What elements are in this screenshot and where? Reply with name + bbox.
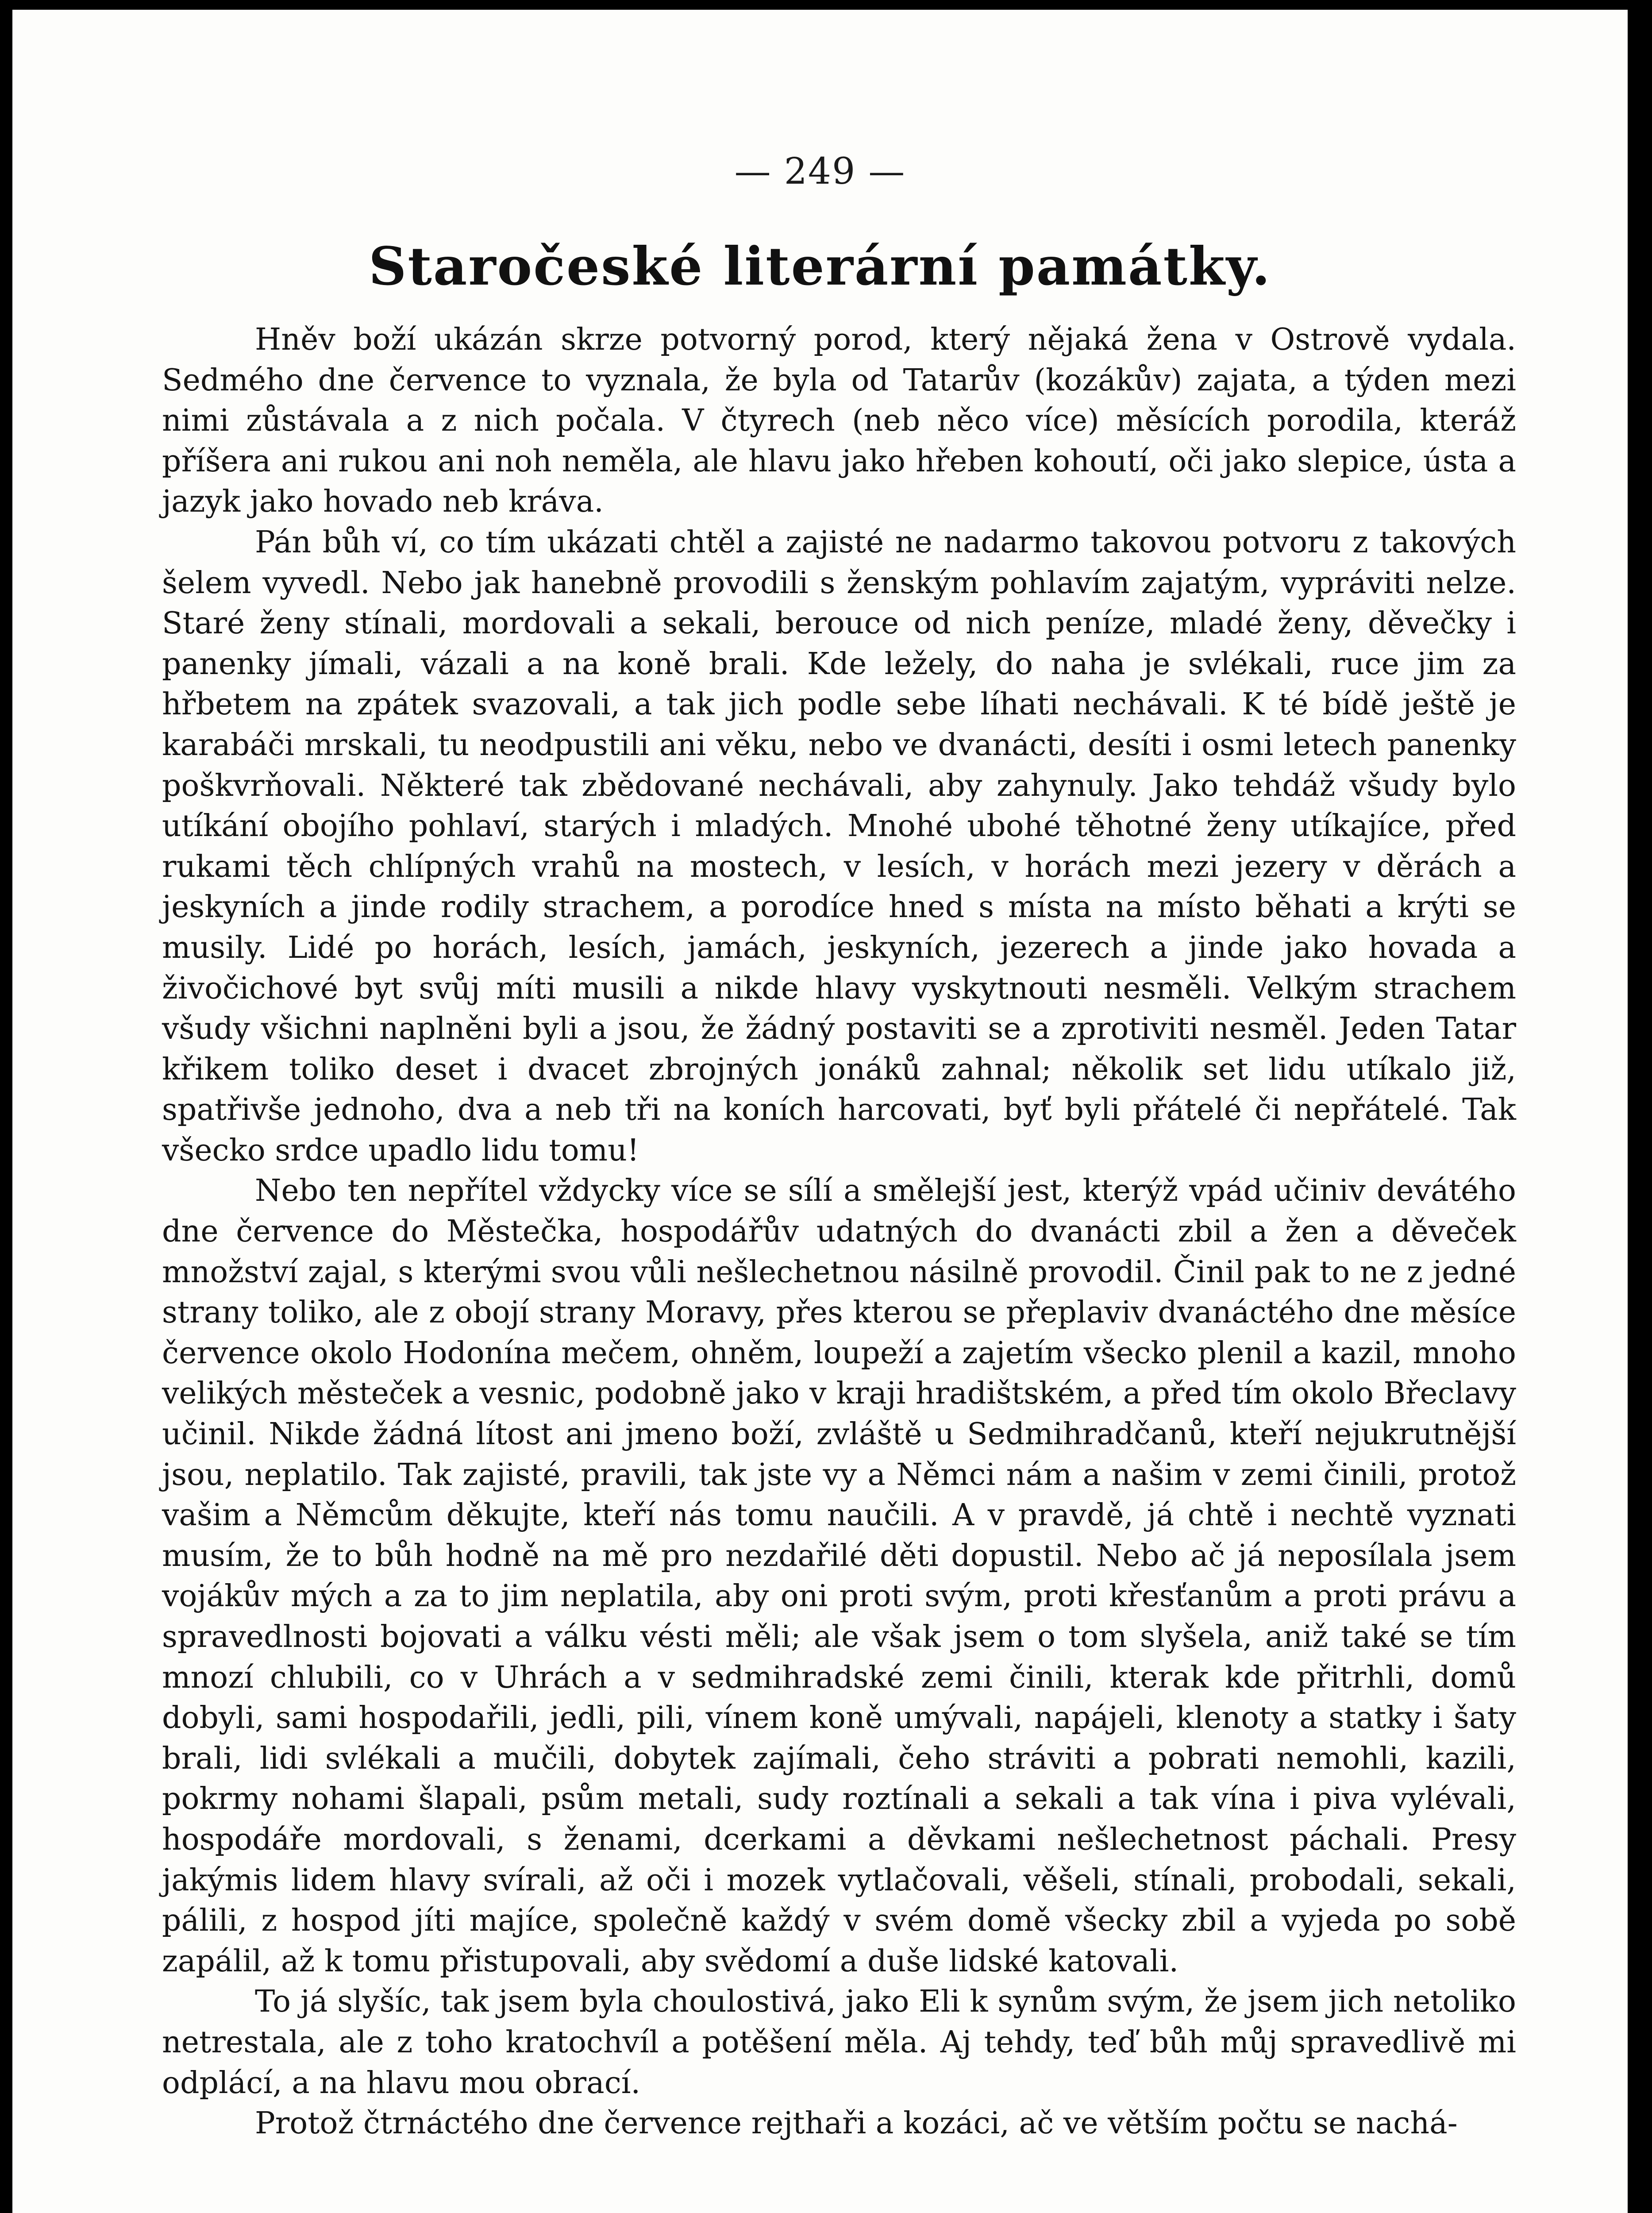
paragraph: Hněv boží ukázán skrze potvorný porod, který nějaká žena v Ostrově vydala. Sedmého dne července to vyznala, že byla od Tatarův (kozákův) zajata, a týden mezi nimi zůstávala a z nich počala. V čtyrech (neb něco více) měsících porodila, kteráž příšera ani rukou ani noh neměla, ale hlavu jako hřeben kohoutí, oči jako slepice, ústa a jazyk jako hovado neb kráva. — [162, 322, 1516, 520]
book-page — [12, 10, 1628, 2213]
page-number: — 249 — — [734, 150, 906, 193]
paragraph: To já slyšíc, tak jsem byla choulostivá, jako Eli k synům svým, že jsem jich netoliko netrestala, ale z toho kratochvíl a potěšení měla. Aj tehdy, teď bůh můj spravedlivě mi odplácí, a na hlavu mou obrací. — [162, 1984, 1516, 2101]
page-title: Staročeské literární památky. — [369, 235, 1271, 297]
paragraph: Nebo ten nepřítel vždycky více se sílí a smělejší jest, kterýž vpád učiniv devátého dne července do Městečka, hospodářův udatných do dvanácti zbil a žen a děveček množství zajal, s kterými svou vůli nešlechetnou násilně provodil. Činil pak to ne z jedné strany toliko, ale z obojí strany Moravy, přes kterou se přeplaviv dvanáctého dne měsíce července okolo Hodonína mečem, ohněm, loupeží a zajetím všecko plenil a kazil, mnoho velikých městeček a vesnic, podobně jako v kraji hradištském, a před tím okolo Břeclavy učinil. Nikde žádná lítost ani jmeno boží, zvláště u Sedmihradčanů, kteří nejukrutnější jsou, neplatilo. Tak zajisté, pravili, tak jste vy a Němci nám a našim v zemi činili, protož vašim a Němcům děkujte, kteří nás tomu naučili. A v pravdě, já chtě i nechtě vyznati musím, že to bůh hodně na mě pro nezdařilé děti dopustil. Nebo ač já neposílala jsem vojákův mých a za to jim neplatila, aby oni proti svým, proti křesťanům a proti právu a spravedlnosti bojovati a válku vésti měli; ale však jsem o tom slyšela, aniž také se tím mnozí chlubili, co v Uhrách a v sedmihradské zemi činili, kterak kde přitrhli, domů dobyli, sami hospodařili, jedli, pili, vínem koně umývali, napájeli, klenoty a statky i šaty brali, lidi svlékali a mučili, dobytek zajímali, čeho stráviti a pobrati nemohli, kazili, pokrmy nohami šlapali, psům metali, sudy roztínali a sekali a tak vína i piva vylévali, hospodáře mordovali, s ženami, dcerkami a děvkami nešlechetnost páchali. Presy jakýmis lidem hlavy svírali, až oči i mozek vytlačovali, věšeli, stínali, probodali, sekali, pálili, z hospod jíti majíce, společně každý v svém domě všecky zbil a vyjeda po sobě zapálil, až k tomu přistupovali, aby svědomí a duše lidské katovali. — [162, 1173, 1516, 1979]
paragraph: Pán bůh ví, co tím ukázati chtěl a zajisté ne nadarmo takovou potvoru z takových šelem vyvedl. Nebo jak hanebně provodili s ženským pohlavím zajatým, vypráviti nelze. Staré ženy stínali, mordovali a sekali, berouce od nich peníze, mladé ženy, děvečky i panenky jímali, vázali a na koně brali. Kde ležely, do naha je svlékali, ruce jim za hřbetem na zpátek svazovali, a tak jich podle sebe líhati nechávali. K té bídě ještě je karabáči mrskali, tu neodpustili ani věku, nebo ve dvanácti, desíti i osmi letech panenky poškvrňovali. Některé tak zbědované nechávali, aby zahynuly. Jako tehdáž všudy bylo utíkání obojího pohlaví, starých i mladých. Mnohé ubohé těhotné ženy utíkajíce, před rukami těch chlípných vrahů na mostech, v lesích, v horách mezi jezery v děrách a jeskyních a jinde rodily strachem, a porodíce hned s místa na místo běhati a krýti se musily. Lidé po horách, lesích, jamách, jeskyních, jezerech a jinde jako hovada a živočichové byt svůj míti musili a nikde hlavy vyskytnouti nesměli. Velkým strachem všudy všichni naplněni byli a jsou, že žádný postaviti se a zprotiviti nesměl. Jeden Tatar křikem toliko deset i dvacet zbrojných jonáků zahnal; několik set lidu utíkalo již, spatřivše jednoho, dva a neb tři na koních harcovati, byť byli přátelé či nepřátelé. Tak všecko srdce upadlo lidu tomu! — [162, 524, 1516, 1168]
paragraph: Protož čtrnáctého dne července rejthaři a kozáci, ač ve větším počtu se nachá- — [255, 2106, 1458, 2141]
body-text — [162, 320, 1516, 2144]
